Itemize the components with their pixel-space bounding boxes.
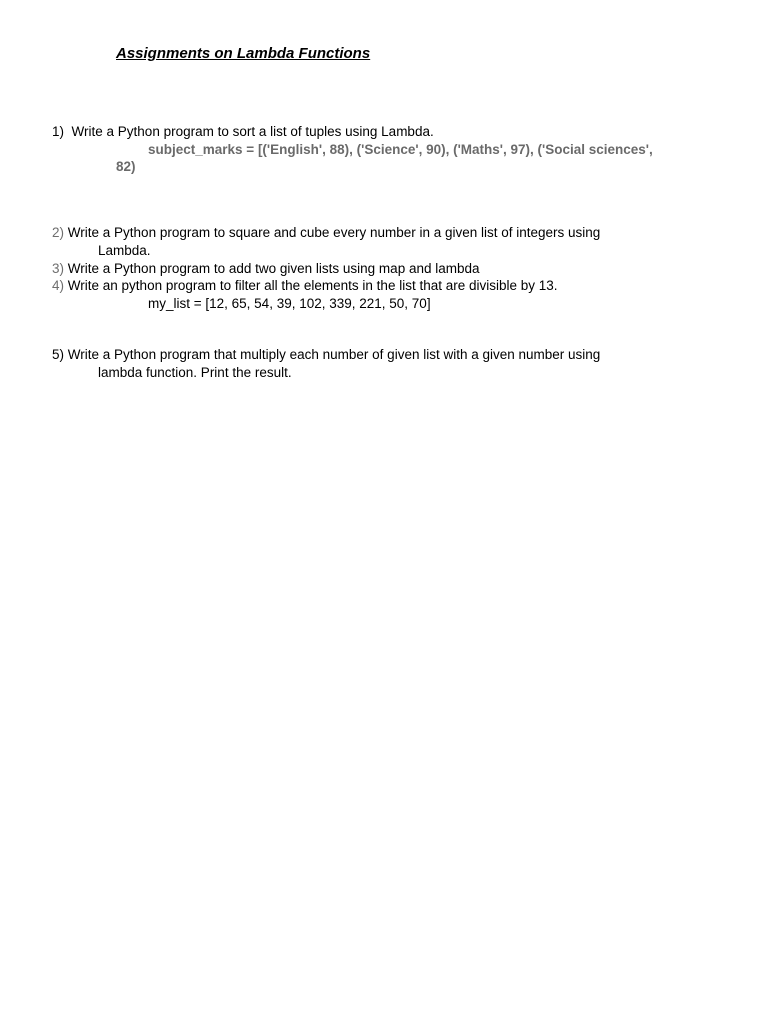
question-1 bbox=[52, 123, 434, 141]
question-2-text-line-2: Lambda. bbox=[98, 243, 151, 258]
question-2-text-line-1: Write a Python program to square and cube every number in a given list of integers using bbox=[67, 225, 601, 240]
question-3-text: Write a Python program to add two given lists using map and lambda bbox=[67, 261, 480, 276]
question-1-code-line-1: subject_marks = [('English', 88), ('Science', 90), ('Maths', 97), ('Social sciences', bbox=[148, 142, 653, 157]
question-4 bbox=[52, 277, 558, 295]
question-4-number: 4) bbox=[52, 278, 65, 293]
question-3 bbox=[52, 260, 480, 278]
question-4-text: Write an python program to filter all the elements in the list that are divisible by 13. bbox=[67, 278, 558, 293]
question-4-code: my_list = [12, 65, 54, 39, 102, 339, 221, 50, 70] bbox=[148, 296, 431, 311]
document-title: Assignments on Lambda Functions bbox=[116, 45, 371, 62]
question-2-number: 2) bbox=[52, 225, 65, 240]
question-5-text-line-1: Write a Python program that multiply each number of given list with a given number using bbox=[67, 347, 601, 362]
question-5-text-line-2: lambda function. Print the result. bbox=[98, 365, 292, 380]
question-2 bbox=[52, 224, 600, 242]
question-1-code-line-2: 82) bbox=[116, 159, 136, 174]
question-1-text: Write a Python program to sort a list of tuples using Lambda. bbox=[71, 124, 434, 139]
question-3-number: 3) bbox=[52, 261, 65, 276]
question-5-number: 5) bbox=[52, 347, 65, 362]
question-1-number: 1) bbox=[52, 124, 65, 139]
question-5 bbox=[52, 346, 600, 364]
